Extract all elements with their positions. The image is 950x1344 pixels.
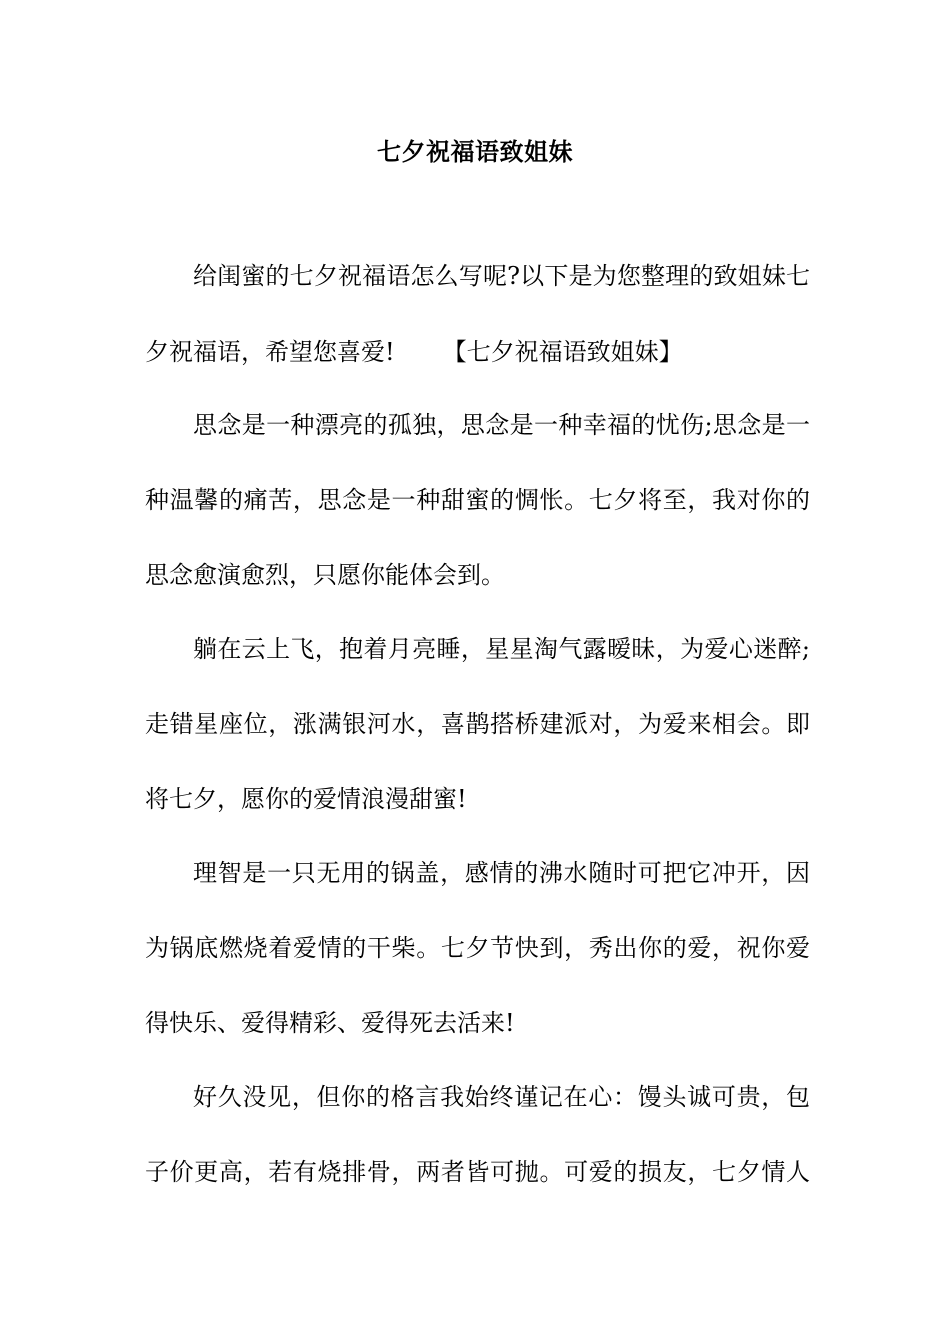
paragraph-line: 得快乐、爱得精彩、爱得死去活来! xyxy=(145,1009,515,1037)
section-heading: 【七夕祝福语致姐妹】 xyxy=(442,338,683,366)
paragraph-line: 思念是一种漂亮的孤独，思念是一种幸福的忧伤;思念是一 xyxy=(193,411,810,439)
paragraph-line xyxy=(145,334,810,370)
paragraph-line: 将七夕，愿你的爱情浪漫甜蜜! xyxy=(145,785,467,813)
paragraph-line: 子价更高，若有烧排骨，两者皆可抛。可爱的损友，七夕情人 xyxy=(145,1158,810,1186)
paragraph-line: 理智是一只无用的锅盖，感情的沸水随时可把它冲开，因 xyxy=(193,859,810,887)
document-title: 七夕祝福语致姐妹 xyxy=(377,137,573,166)
paragraph-line: 给闺蜜的七夕祝福语怎么写呢?以下是为您整理的致姐妹七 xyxy=(193,262,810,290)
paragraph-line: 走错星座位，涨满银河水，喜鹊搭桥建派对，为爱来相会。即 xyxy=(145,710,810,738)
intro-text: 夕祝福语，希望您喜爱! xyxy=(145,338,395,366)
paragraph-line: 思念愈演愈烈，只愿你能体会到。 xyxy=(145,561,505,589)
paragraph-line: 好久没见，但你的格言我始终谨记在心：馒头诚可贵，包 xyxy=(193,1083,810,1111)
paragraph-line: 躺在云上飞，抱着月亮睡，星星淘气露暧昧，为爱心迷醉; xyxy=(193,635,810,663)
paragraph-line: 种温馨的痛苦，思念是一种甜蜜的惆怅。七夕将至，我对你的 xyxy=(145,486,810,514)
paragraph-line: 为锅底燃烧着爱情的干柴。七夕节快到，秀出你的爱，祝你爱 xyxy=(145,934,810,962)
